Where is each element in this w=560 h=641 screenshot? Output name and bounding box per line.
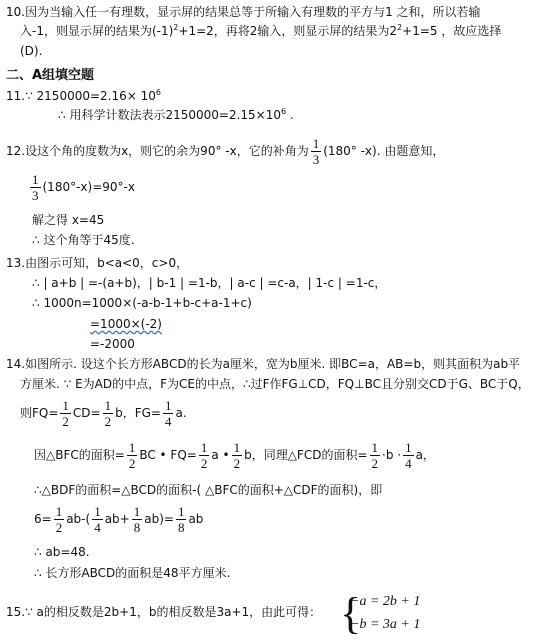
fraction-numerator: 1 [405,440,412,455]
q10-line-2-part-a: 入-1，则显示屏的结果为(-1) [20,24,174,38]
q14-line-4-e: ·b · [382,448,402,462]
q14-line-4-c: a • [211,448,230,462]
q14-line-6 [34,502,203,536]
q12-equation-rest: (180°-x)=90°-x [42,180,135,194]
q14-line-2: 方厘米. ∵ E为AD的中点，F为CE的中点，∴过F作FG⊥CD，FQ⊥BC且分别交CD于G、BC于Q， [20,377,530,391]
q11-line-2 [58,107,294,123]
fraction-denominator: 2 [371,456,379,471]
fraction-denominator: 4 [94,520,101,535]
q10-line-2-part-b: +1=2，再将2输入，则显示屏的结果为2 [178,24,398,38]
fraction-numerator: 1 [32,172,39,187]
fraction-one-half [60,398,71,429]
q10-line-3: (D). [20,44,43,58]
q11-line-2-text: ∴ 用科学计数法表示2150000=2.15×10 [58,108,281,122]
fraction-denominator: 2 [200,456,208,471]
q13-line-2: ∴ | a+b | =-(a+b)，| b-1 | =1-b，| a-c | =c-a，| 1-c | =1-c， [32,276,387,290]
fraction-numerator: 1 [200,440,208,455]
fraction-one-half [232,440,243,471]
q12-line-1 [6,134,444,168]
fraction-one-half [127,440,138,471]
fraction-one-eighth [176,504,187,535]
q13-line-5: =-2000 [90,337,135,351]
q15-equation-1: −a = 2b + 1 [350,594,421,609]
q13-line-1: 13.由图示可知，b<a<0，c>0， [6,256,189,270]
fraction-numerator: 1 [55,504,63,519]
q14-line-3 [20,396,187,430]
fraction-numerator: 1 [177,504,185,519]
q12-conclusion: ∴ 这个角等于45度. [32,233,135,247]
fraction-one-quarter [403,440,414,471]
q14-line-6-d: ab)= [144,512,174,526]
q14-line-8: ∴ 长方形ABCD的面积是48平方厘米. [34,566,231,580]
q12-line-1-text: 12.设这个角的度数为x，则它的余为90° -x，它的补角为 [6,144,309,158]
q14-line-6-b: ab-( [66,512,91,526]
q14-line-4-b: BC • FQ= [139,448,197,462]
q11-line-1 [6,88,161,104]
q14-line-4-f: a， [415,448,435,462]
q13-line-3: ∴ 1000n=1000×(-a-b-1+b-c+a-1+c) [32,296,252,310]
fraction-one-half [199,440,210,471]
q10-exponent-1: 2 [173,23,179,32]
fraction-one-quarter [163,398,174,429]
q14-line-4-d: b，同理△FCD的面积= [244,448,368,462]
fraction-denominator: 2 [104,414,112,429]
fraction-denominator: 2 [62,414,69,429]
fraction-one-eighth [132,504,143,535]
q10-line-2-part-c: +1=5 ，故应选择 [402,24,502,38]
q10-exponent-2: 2 [397,23,403,32]
q12-equation [28,170,135,204]
q15-equation-2: −b = 3a + 1 [350,617,421,632]
fraction-numerator: 1 [104,398,112,413]
q14-line-4-a: 因△BFC的面积= [34,448,125,462]
fraction-numerator: 1 [312,136,320,151]
q14-line-6-a: 6= [34,512,52,526]
fraction-numerator: 1 [233,440,241,455]
fraction-numerator: 1 [371,440,379,455]
q14-line-1: 14.如图所示. 设这个长方形ABCD的长为a厘米，宽为b厘米. 即BC=a，AB=b，则其面积为ab平 [6,357,521,371]
q11-line-1-text: 11.∵ 2150000=2.16× 10 [6,89,156,103]
q14-line-3-c: b，FG= [115,406,161,420]
fraction-one-quarter [92,504,103,535]
q14-line-4 [34,438,435,472]
q14-line-3-b: CD= [72,406,101,420]
fraction-one-third [30,172,41,203]
q14-line-3-d: a. [175,406,187,420]
q11-line-2-end: . [286,108,294,122]
fraction-numerator: 1 [164,398,172,413]
fraction-denominator: 4 [405,456,412,471]
q14-line-6-e: ab [188,512,204,526]
q11-exponent-2: 6 [281,107,287,116]
fraction-denominator: 4 [164,414,172,429]
fraction-denominator: 3 [312,152,320,167]
fraction-numerator: 1 [62,398,69,413]
fraction-numerator: 1 [94,504,101,519]
fraction-denominator: 2 [128,456,136,471]
fraction-one-half [54,504,65,535]
fraction-numerator: 1 [128,440,136,455]
fraction-numerator: 1 [133,504,141,519]
q10-line-2 [20,23,501,39]
q12-solve: 解之得 x=45 [32,213,105,227]
fraction-one-half [103,398,114,429]
fraction-one-half [370,440,381,471]
q11-exponent-1: 6 [155,88,161,97]
q13-line-4-text: =1000×(-2) [90,317,162,331]
q12-line-1-end: (180° -x). 由题意知， [323,144,445,158]
q13-line-4 [90,316,162,332]
q14-line-5: ∴△BDF的面积=△BCD的面积-( △BFC的面积+△CDF的面积)，即 [34,483,383,497]
fraction-denominator: 2 [55,520,63,535]
q14-line-7: ∴ ab=48. [34,545,90,559]
q10-line-1: 10.因为当输入任一有理数，显示屏的结果总等于所输入有理数的平方与1 之和，所以若输 [6,5,481,19]
q14-line-6-c: ab+ [104,512,130,526]
fraction-denominator: 8 [133,520,141,535]
fraction-denominator: 3 [32,188,39,203]
fraction-one-third [311,136,322,167]
system-brace: { [340,589,362,638]
fraction-denominator: 2 [233,456,241,471]
fraction-denominator: 8 [177,520,185,535]
q14-line-3-a: 则FQ= [20,406,59,420]
section-title: 二、A组填空题 [6,68,95,83]
q15-line-1: 15.∵ a的相反数是2b+1，b的相反数是3a+1，由此可得： [6,605,322,619]
